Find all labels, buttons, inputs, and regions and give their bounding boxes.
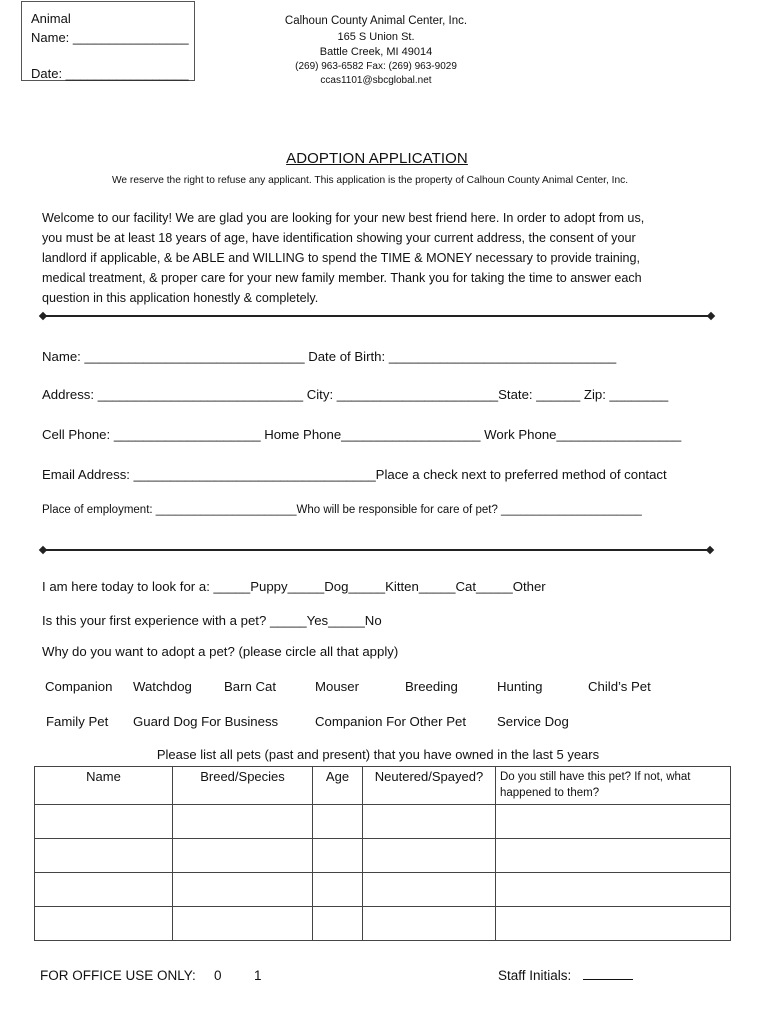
col-header-age: Age (313, 767, 363, 805)
reason-family-pet[interactable]: Family Pet (46, 714, 109, 729)
cell-status[interactable] (496, 805, 731, 839)
col-header-neutered: Neutered/Spayed? (363, 767, 496, 805)
table-row (35, 805, 731, 839)
reason-service-dog[interactable]: Service Dog (497, 714, 569, 729)
intro-line: Welcome to our facility! We are glad you are looking for your new best friend here. In order to adopt from us, (42, 211, 645, 225)
page-title: ADOPTION APPLICATION (286, 150, 468, 167)
section-divider (43, 549, 710, 551)
cell-neutered[interactable] (363, 873, 496, 907)
cell-status[interactable] (496, 873, 731, 907)
phone-fields[interactable]: Cell Phone: ____________________ Home Phone___________________ Work Phone_________________ (42, 427, 682, 442)
table-row (35, 839, 731, 873)
org-phone-fax: (269) 963-6582 Fax: (269) 963-9029 (295, 61, 457, 72)
first-experience-field[interactable]: Is this your first experience with a pet? _____Yes_____No (42, 613, 382, 628)
intro-line: medical treatment, & proper care for your new family member. Thank you for taking the time to answer each (42, 271, 642, 285)
reason-companion[interactable]: Companion (45, 679, 113, 694)
col-header-breed: Breed/Species (173, 767, 313, 805)
name-dob-fields[interactable]: Name: ______________________________ Date of Birth: _______________________________ (42, 349, 617, 364)
pets-table-caption: Please list all pets (past and present) that you have owned in the last 5 years (156, 747, 600, 762)
reason-hunting[interactable]: Hunting (497, 679, 543, 694)
cell-neutered[interactable] (363, 907, 496, 941)
section-divider (43, 315, 711, 317)
cell-status[interactable] (496, 839, 731, 873)
intro-line: you must be at least 18 years of age, have identification showing your current address, the consent of your (42, 231, 636, 245)
pets-table (34, 766, 731, 941)
reason-guard-dog[interactable]: Guard Dog For Business (133, 714, 279, 729)
reason-mouser[interactable]: Mouser (315, 679, 359, 694)
cell-breed[interactable] (173, 873, 313, 907)
employment-fields[interactable]: Place of employment: ______________________Who will be responsible for care of pet? ______________________ (42, 504, 642, 516)
intro-line: question in this application honestly & completely. (42, 291, 319, 305)
intro-line: landlord if applicable, & be ABLE and WILLING to spend the TIME & MONEY necessary to provide training, (42, 251, 641, 265)
divider-end-mark (707, 312, 715, 320)
table-header-row (35, 767, 731, 805)
org-email: ccas1101@sbcglobal.net (320, 75, 432, 86)
reason-watchdog[interactable]: Watchdog (133, 679, 192, 694)
cell-breed[interactable] (173, 839, 313, 873)
cell-name[interactable] (35, 907, 173, 941)
cell-age[interactable] (313, 907, 363, 941)
office-use-label: FOR OFFICE USE ONLY: (40, 968, 196, 983)
animal-info-box (21, 1, 195, 81)
divider-end-mark (706, 546, 714, 554)
reason-barn-cat[interactable]: Barn Cat (224, 679, 277, 694)
animal-label: Animal (31, 11, 71, 26)
animal-name-field[interactable]: Name: ________________ (31, 30, 189, 45)
reserve-note: We reserve the right to refuse any applicant. This application is the property of Calhoun County Animal Center, Inc. (112, 175, 629, 186)
reason-breeding[interactable]: Breeding (405, 679, 458, 694)
cell-neutered[interactable] (363, 839, 496, 873)
col-header-still-have: Do you still have this pet? If not, what happened to them? (496, 767, 731, 805)
cell-breed[interactable] (173, 907, 313, 941)
org-city: Battle Creek, MI 49014 (319, 46, 433, 58)
cell-neutered[interactable] (363, 805, 496, 839)
table-row (35, 873, 731, 907)
reason-companion-other-pet[interactable]: Companion For Other Pet (315, 714, 466, 729)
cell-name[interactable] (35, 839, 173, 873)
org-street: 165 S Union St. (337, 31, 415, 43)
cell-breed[interactable] (173, 805, 313, 839)
col-header-name: Name (35, 767, 173, 805)
address-fields[interactable]: Address: ____________________________ City: ______________________State: ______ Zip: ________ (42, 387, 669, 402)
why-question: Why do you want to adopt a pet? (please circle all that apply) (42, 644, 399, 659)
intro-paragraph (42, 208, 722, 308)
email-field[interactable]: Email Address: _________________________________Place a check next to preferred method of contact (42, 467, 667, 482)
animal-date-field[interactable]: Date: _________________ (31, 66, 189, 81)
cell-name[interactable] (35, 873, 173, 907)
cell-status[interactable] (496, 907, 731, 941)
staff-initials-label: Staff Initials: (498, 968, 572, 983)
reason-childs-pet[interactable]: Child’s Pet (588, 679, 651, 694)
cell-age[interactable] (313, 873, 363, 907)
office-option-1[interactable]: 1 (254, 968, 262, 983)
divider-end-mark (39, 546, 47, 554)
org-name: Calhoun County Animal Center, Inc. (284, 15, 468, 27)
divider-end-mark (39, 312, 47, 320)
cell-age[interactable] (313, 805, 363, 839)
staff-initials-field[interactable] (583, 979, 633, 980)
office-option-0[interactable]: 0 (214, 968, 222, 983)
cell-name[interactable] (35, 805, 173, 839)
table-row (35, 907, 731, 941)
cell-age[interactable] (313, 839, 363, 873)
looking-for-field[interactable]: I am here today to look for a: _____Puppy_____Dog_____Kitten_____Cat_____Other (42, 579, 546, 594)
